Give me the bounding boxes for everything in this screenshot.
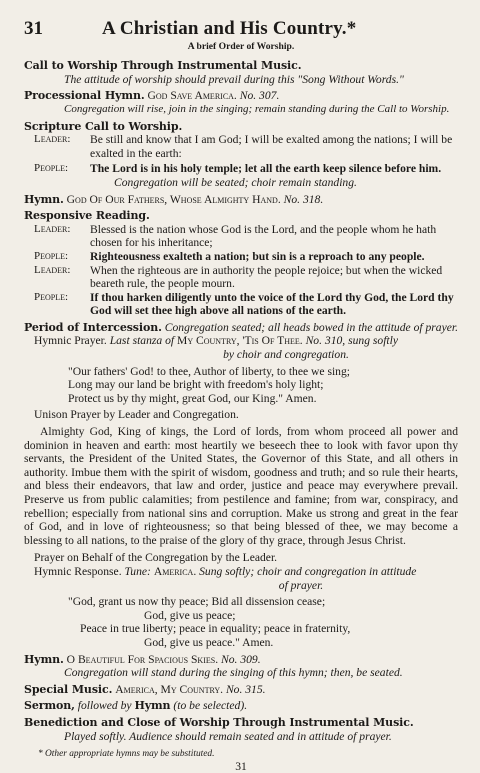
response-tune-label: Tune: [124, 564, 151, 578]
prayer-text: Almighty God, King of kings, the Lord of lords, from whom proceed all power and dominion in heaven and earth: most heartily we beseech thee to look with favor upon thy servants, the President of the United States, the Governor of this State, and all others in authority. Imbue them with the spirit of wisdom, goodness and truth; and so rule their hearts, and bless their endeavors, that law and order, justice and peace may everywhere prevail. Preserve us from public calamities; from pestilence and famine; from war, conspiracy, and rebellion; especially from national sins and corruption. Make us strong and great in the fear of God, and in love of righteousness; so that being blessed of thee, we may become a blessing to all nations, to the praise of the glory of thy grace, through Jesus Christ. [24, 425, 458, 547]
responsive-leader-1: Blessed is the nation whose God is the Lord, and the people whom he hath chosen for his inheritance; [90, 222, 437, 250]
responsive-heading: Responsive Reading. [24, 209, 150, 223]
scripture-call [24, 120, 458, 190]
verse-line: Protect us by thy might, great God, our King." Amen. [68, 391, 317, 405]
unison-prayer-label: Unison Prayer by Leader and Congregation. [34, 408, 239, 422]
verse-one [24, 365, 458, 406]
hymn-two [24, 653, 458, 680]
hymnic-prayer-hymn: My Country, 'Tis Of Thee. [177, 334, 303, 348]
sermon-followed: followed by [77, 699, 132, 713]
sermon-heading: Sermon, [24, 699, 75, 713]
page-title: A Christian and His Country.* [102, 18, 357, 39]
hymn-one [24, 193, 458, 207]
responsive-reading [24, 209, 458, 318]
leader-label: Leader: [34, 263, 71, 276]
call-heading: Call to Worship Through Instrumental Music. [24, 59, 302, 73]
special-music-heading: Special Music. [24, 682, 113, 696]
intercession [24, 321, 458, 650]
processional-hymn [24, 89, 458, 116]
leader-label: Leader: [34, 222, 71, 235]
people-label: People: [34, 290, 69, 303]
intercession-heading: Period of Intercession. [24, 320, 162, 334]
special-music-number: No. 315. [225, 682, 266, 696]
special-music [24, 683, 458, 697]
sermon [24, 699, 458, 713]
sermon-hymn-word: Hymn [134, 699, 171, 713]
verse-line: Long may our land be bright with freedom's holy light; [68, 378, 324, 392]
special-music-title: America, My Country. [115, 682, 224, 696]
hymnic-prayer-text-b: No. 310, sung softly [305, 334, 399, 348]
page-number: 31 [24, 18, 43, 39]
responsive-people-1: Righteousness exalteth a nation; but sin is a reproach to any people. [90, 249, 425, 263]
hymnic-prayer-label: Hymnic Prayer. [34, 334, 107, 348]
benediction [24, 716, 458, 743]
page-subtitle: A brief Order of Worship. [187, 40, 295, 52]
hymn-one-title: God Of Our Fathers, Whose Almighty Hand. [66, 192, 281, 206]
scripture-note: Congregation will be seated; choir remain standing. [114, 175, 357, 189]
scripture-people-text: The Lord is in his holy temple; let all the earth keep silence before him. [90, 162, 442, 176]
intercession-note: Congregation seated; all heads bowed in the attitude of prayer. [164, 320, 459, 334]
hymnic-prayer-text-a: Last stanza of [109, 334, 175, 348]
hymn-one-number: No. 318. [283, 192, 324, 206]
response-note-b: of prayer. [278, 578, 324, 592]
bottom-page-number: 31 [235, 759, 247, 773]
hymn-two-heading: Hymn. [24, 652, 64, 666]
hymnic-prayer-text-c: by choir and congregation. [223, 348, 349, 362]
page-header [24, 18, 458, 39]
verse-line: God, give us peace." Amen. [144, 635, 274, 649]
scripture-leader-text: Be still and know that I am God; I will be exalted among the nations; I will be exalted in the earth: [90, 133, 453, 160]
processional-number: No. 307. [239, 89, 280, 103]
response-note-a: Sung softly; choir and congregation in attitude [199, 564, 417, 578]
processional-hymn-title: God Save America. [147, 89, 237, 103]
processional-note: Congregation will rise, join in the singing; remain standing during the Call to Worship. [64, 102, 450, 115]
verse-line: "God, grant us now thy peace; Bid all dissension cease; [68, 595, 326, 609]
benediction-note: Played softly. Audience should remain seated and in attitude of prayer. [64, 729, 392, 743]
response-tune-name: America. [153, 564, 197, 578]
verse-two [24, 595, 458, 649]
call-note: The attitude of worship should prevail during this "Song Without Words." [64, 72, 404, 86]
people-label: People: [34, 249, 69, 262]
scripture-heading: Scripture Call to Worship. [24, 119, 183, 133]
sermon-selected: (to be selected). [173, 699, 248, 713]
behalf-prayer-label: Prayer on Behalf of the Congregation by the Leader. [34, 551, 278, 565]
people-label: People: [34, 162, 69, 175]
call-to-worship [24, 59, 458, 86]
leader-label: Leader: [34, 133, 71, 146]
processional-heading: Processional Hymn. [24, 89, 145, 103]
responsive-leader-2: When the righteous are in authority the people rejoice; but when the wicked beareth rule, the people mourn. [90, 263, 443, 291]
verse-line: Peace in true liberty; peace in equality; peace in fraternity, [80, 622, 351, 636]
hymn-two-title: O Beautiful For Spacious Skies. [66, 652, 219, 666]
hymn-two-number: No. 309. [221, 652, 261, 666]
benediction-heading: Benediction and Close of Worship Through Instrumental Music. [24, 715, 414, 729]
hymnic-response-label: Hymnic Response. [34, 564, 122, 578]
verse-line: "Our fathers' God! to thee, Author of liberty, to thee we sing; [68, 364, 350, 378]
footnote: * Other appropriate hymns may be substituted. [38, 749, 215, 760]
responsive-people-2: If thou harken diligently unto the voice of the Lord thy God, the Lord thy God will set thee high above all nations of the earth. [90, 290, 454, 318]
hymn-two-note: Congregation will stand during the singing of this hymn; then, be seated. [64, 666, 403, 680]
verse-line: God, give us peace; [144, 608, 236, 622]
hymn-one-heading: Hymn. [24, 192, 64, 206]
